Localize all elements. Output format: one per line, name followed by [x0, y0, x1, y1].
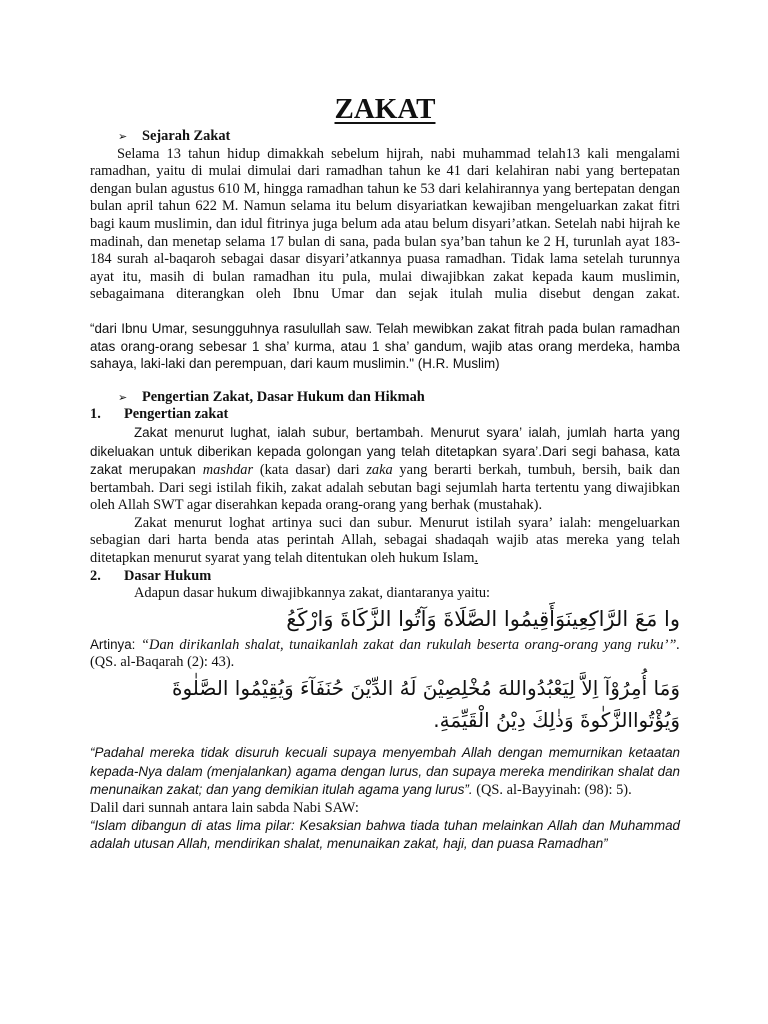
- arrow-bullet-icon: ➢: [118, 130, 128, 143]
- hadith-quote: “Islam dibangun di atas lima pilar: Kesaksian bahwa tiada tuhan melainkan Allah dan Muhammad adalah utusan Allah, mendirikan shalat, menunaikan zakat, haji, dan puasa Ramadhan”: [90, 818, 680, 851]
- pengertian-paragraph-1: Zakat menurut lughat, ialah subur, bertambah. Menurut syara’ ialah, jumlah harta yang dikeluakan untuk diberikan kepada golongan yang telah ditetapkan syara’.Dari segi bahasa, kata zakat merupakan mashdar (kata dasar) dari zaka yang berarti berkah, tumbuh, bersih, baik dan bertambah. Dari segi istilah fikih, zakat adalah sebutan bagi sejumlah harta tertentu yang diwajibkan oleh Allah SWT agar diserahkan kepada orang-orang yang berhak (mustahak).: [90, 424, 680, 514]
- dalil-sunnah: Dalil dari sunnah antara lain sabda Nabi SAW:: [90, 799, 359, 816]
- document-title: ZAKAT: [334, 93, 436, 125]
- artinya-baqarah: Artinya: “Dan dirikanlah shalat, tunaikanlah zakat dan rukulah beserta orang-orang yang ruku’”.(QS. al-Baqarah (2): 43).: [90, 636, 680, 671]
- ibnu-umar-quote: “dari Ibnu Umar, sesungguhnya rasulullah saw. Telah mewibkan zakat fitrah pada bulan ramadhan atas orang-orang sebesar 1 sha’ kurma, atau 1 sha’ gandum, wajib atas orang merdeka, hamba sahaya, laki-laki dan perempuan, dari kaum muslimin." (H.R. Muslim): [90, 320, 680, 372]
- arabic-verse-bayyinah-line1: وَمَا أُمِرُوْآ اِلاَّ لِيَعْبُدُواللهَ مُخْلِصِيْنَ لَهُ الدِّيْنَ حُنَفَآءَ وَيُقِيْمُوا الصَّلٰوةَ: [172, 676, 680, 701]
- subheading-pengertian-zakat: 1. Pengertian zakat: [90, 406, 229, 423]
- arabic-verse-bayyinah-line2: وَيُؤْتُواالزَّكٰوةَ وَذٰلِكَ دِيْنُ الْقَيِّمَةِ.: [433, 708, 680, 733]
- document-page: [90, 92, 680, 853]
- section-heading-sejarah: ➢ Sejarah Zakat: [118, 128, 231, 144]
- sejarah-paragraph: Selama 13 tahun hidup dimakkah sebelum hijrah, nabi muhammad telah13 kali mengalami ramadhan, yaitu di mulai dimulai dari ramadhan tahun ke 41 dari kelahiran nabi yang bertepatan dengan bulan agustus 610 M, hingga ramadhan tahun ke 53 dari kelahirannya yang bertepatan dengan bulan april tahun 622 M. Namun selama itu belum disyariatkan kewajiban mengeluarkan zakat fitri bagi kaum muslimin, dan idul fitrinya juga belum ada atau belum disyari’atkan. Setelah nabi hijrah ke madinah, dan menetap selama 17 bulan di sana, pada bulan sya’ban tahun ke 2 H, turunlah ayat 183-184 surah al-baqaroh sebagai dasar disyari’atkannya puasa ramadhan. Tidak lama setelah turunnya ayat itu, masih di bulan ramadhan itu pula, mulai diwajibkan zakat kepada kaum muslimin, sebagaimana diterangkan oleh Ibnu Umar dan sejak itulah mulia disebut dengan zakat.: [90, 145, 680, 303]
- arabic-verse-baqarah: وا مَعَ الرَّاكِعِينَوَأَقِيمُوا الصَّلَاةَ وَآتُوا الزَّكَاةَ وَارْكَعُ: [286, 606, 680, 631]
- translation-bayyinah: “Padahal mereka tidak disuruh kecuali supaya menyembah Allah dengan memurnikan ketaatan kepada-Nya dalam (menjalankan) agama dengan lurus, dan supaya mereka mendirikan shalat dan menunaikan zakat; dan yang demikian itulah agama yang lurus”. (QS. al-Bayyinah: (98): 5).: [90, 745, 680, 799]
- subheading-dasar-hukum: 2. Dasar Hukum: [90, 567, 212, 584]
- dasar-hukum-intro: Adapun dasar hukum diwajibkannya zakat, diantaranya yaitu:: [134, 585, 491, 602]
- pengertian-paragraph-2: Zakat menurut loghat artinya suci dan subur. Menurut istilah syara’ ialah: mengeluarkan sebagian dari harta benda atas perintah Allah, sebagai shadaqah wajib atas mereka yang telah ditetapkan menurut syarat yang telah ditentukan oleh hukum Islam.: [90, 514, 680, 567]
- section-heading-pengertian: ➢ Pengertian Zakat, Dasar Hukum dan Hikmah: [118, 388, 425, 405]
- arrow-bullet-icon: ➢: [118, 390, 128, 404]
